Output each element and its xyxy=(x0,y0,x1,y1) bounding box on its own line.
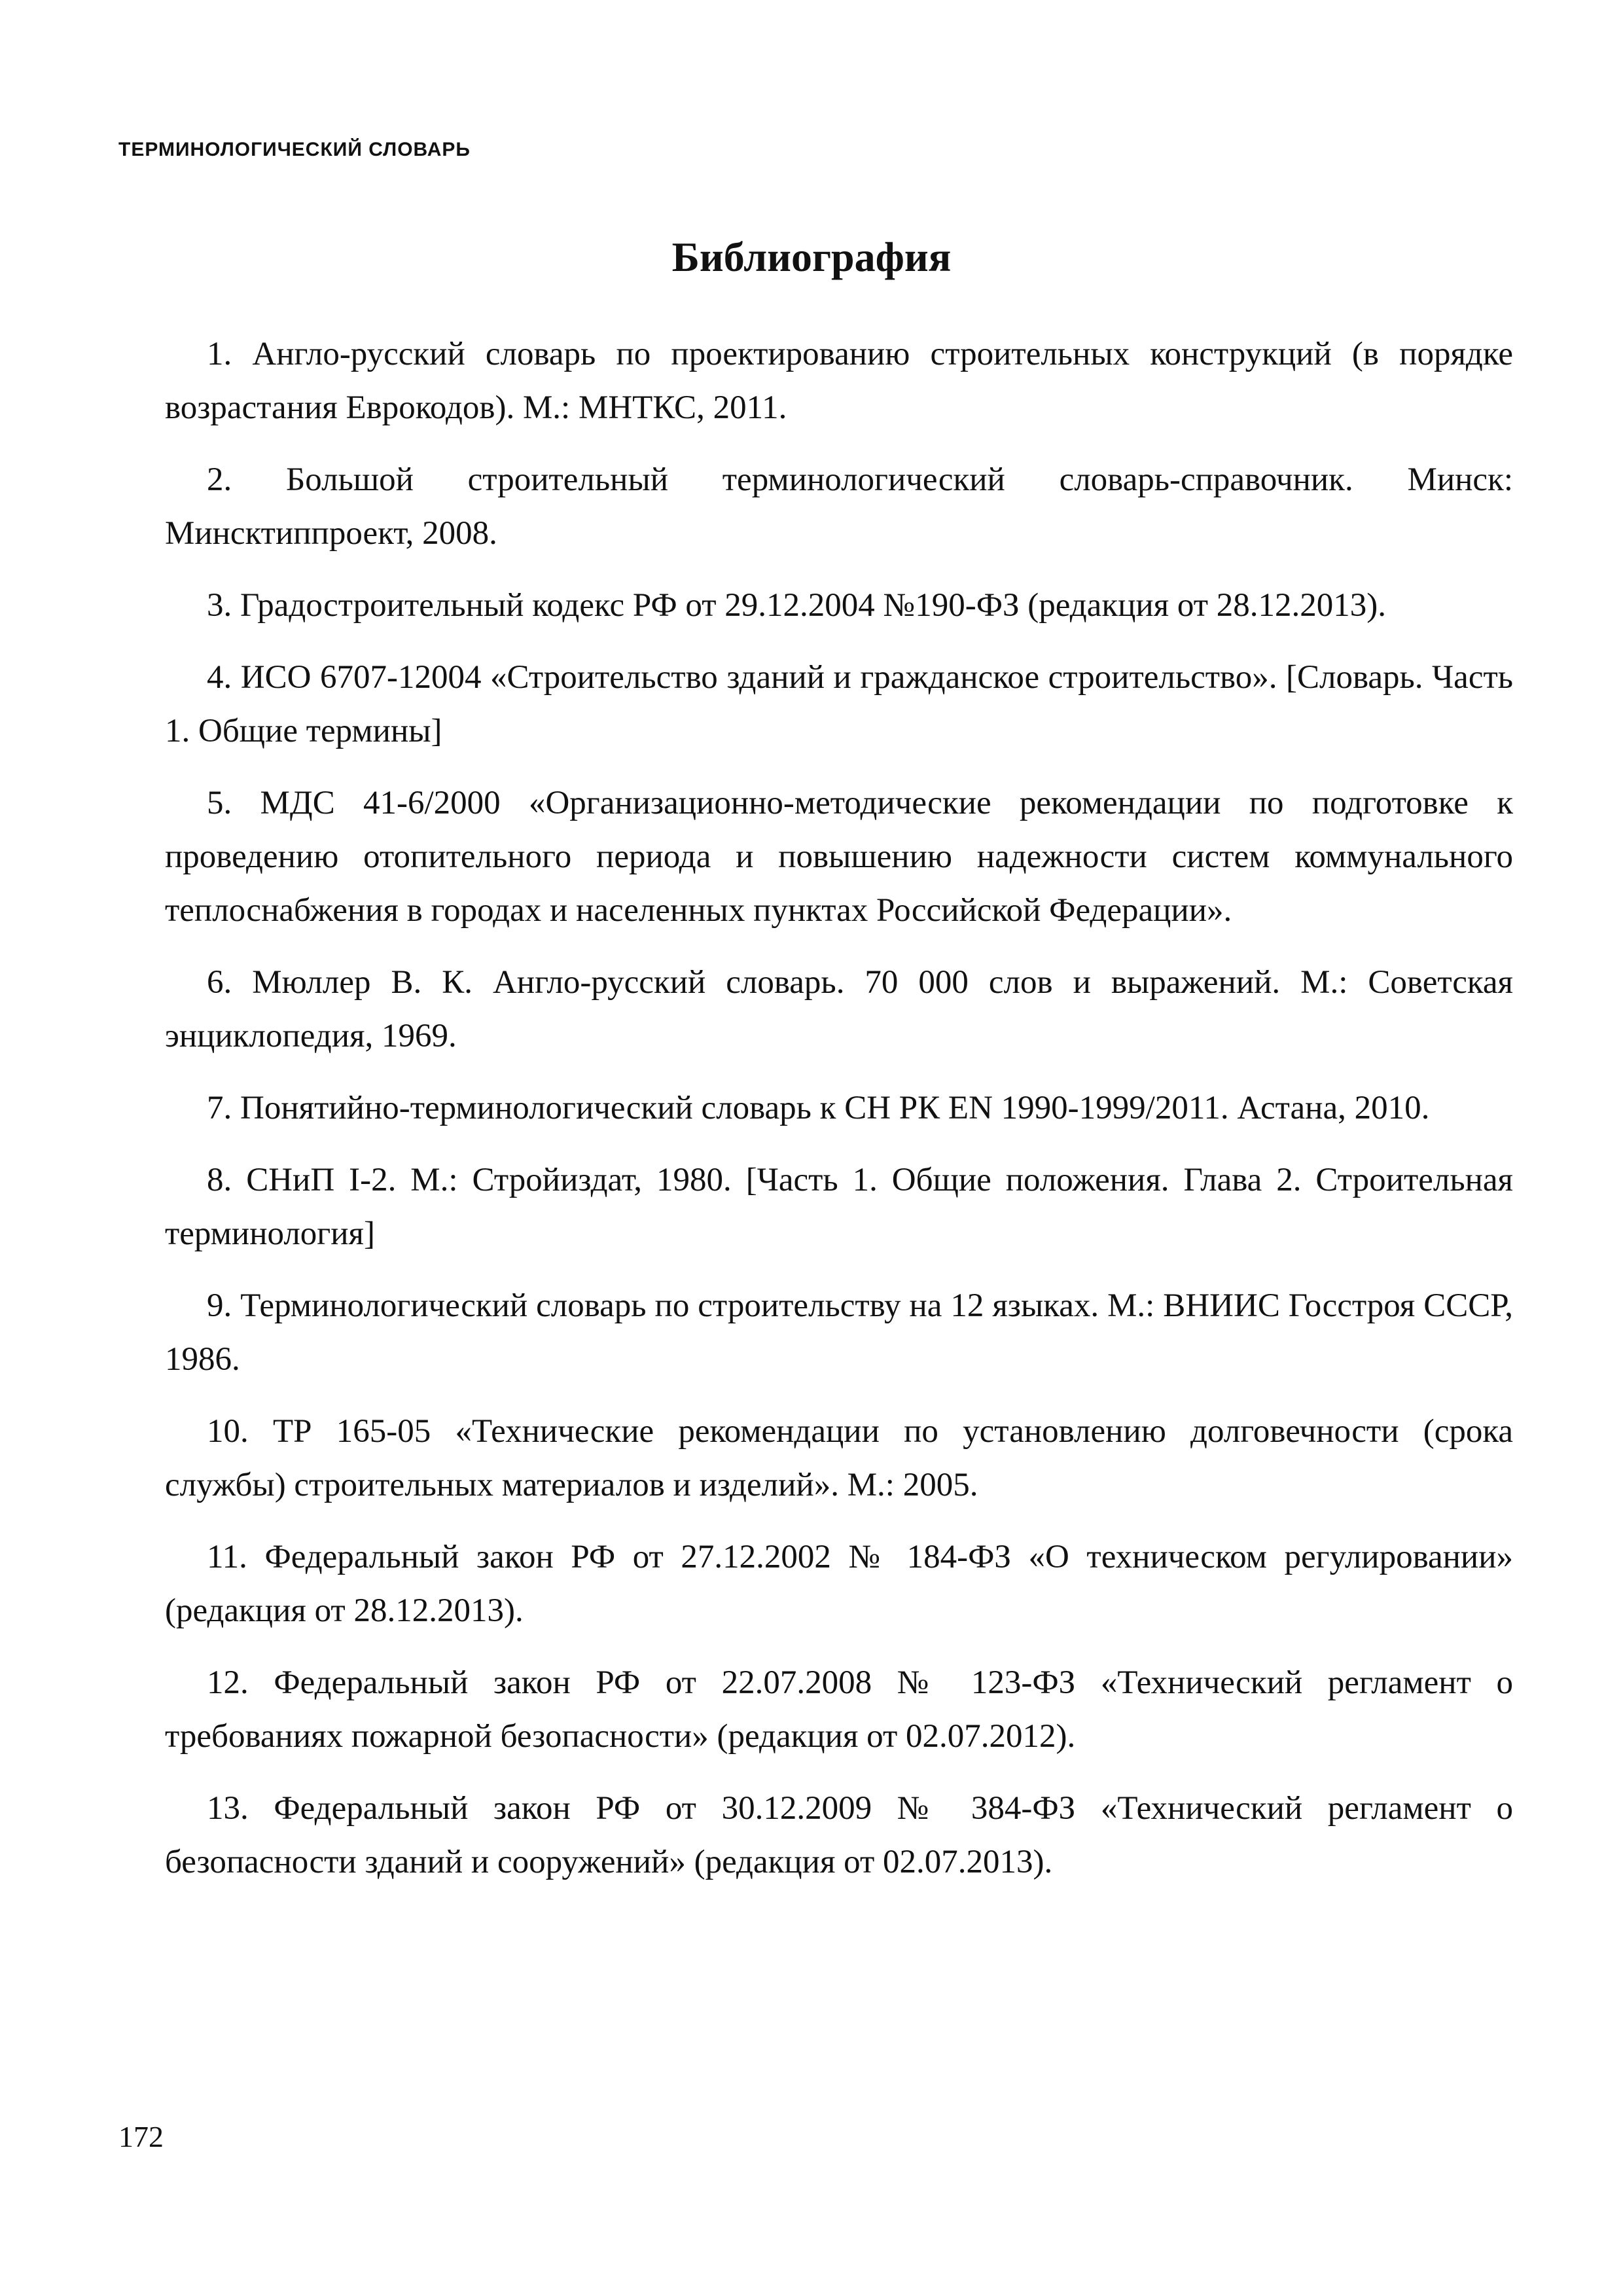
running-header: ТЕРМИНОЛОГИЧЕСКИЙ СЛОВАРЬ xyxy=(118,139,471,160)
bibliography-entry-5: 5. МДС 41-6/2000 «Организационно-методические рекомендации по подготовке к проведению отопительного периода и повышению надежности систем коммунального теплоснабжения в городах и населенных пунктах Российской Федерации». xyxy=(165,785,1513,929)
bibliography-entry-10: 10. ТР 165-05 «Технические рекомендации по установлению долговечности (срока службы) строительных материалов и изделий». М.: 2005. xyxy=(165,1413,1513,1503)
bibliography-entry-1: 1. Англо-русский словарь по проектированию строительных конструкций (в порядке возрастания Еврокодов). М.: МНТКС, 2011. xyxy=(165,336,1513,426)
bibliography-entry-8: 8. СНиП I-2. М.: Стройиздат, 1980. [Часть 1. Общие положения. Глава 2. Строительная терминология] xyxy=(165,1162,1513,1252)
bibliography-entry-7: 7. Понятийно-терминологический словарь к СН РК EN 1990-1999/2011. Астана, 2010. xyxy=(207,1090,1430,1126)
bibliography-entry-6: 6. Мюллер В. К. Англо-русский словарь. 70 000 слов и выражений. М.: Советская энциклопедия, 1969. xyxy=(165,964,1513,1054)
bibliography-entry-12: 12. Федеральный закон РФ от 22.07.2008 № 123-ФЗ «Технический регламент о требованиях пожарной безопасности» (редакция от 02.07.2012). xyxy=(165,1664,1513,1755)
bibliography-list xyxy=(165,327,1513,1907)
bibliography-entry-13: 13. Федеральный закон РФ от 30.12.2009 № 384-ФЗ «Технический регламент о безопасности зданий и сооружений» (редакция от 02.07.2013). xyxy=(165,1790,1513,1880)
bibliography-entry-11: 11. Федеральный закон РФ от 27.12.2002 № 184-ФЗ «О техническом регулировании» (редакция от 28.12.2013). xyxy=(165,1539,1513,1629)
bibliography-entry-9: 9. Терминологический словарь по строительству на 12 языках. М.: ВНИИС Госстроя СССР, 1986. xyxy=(165,1287,1513,1378)
bibliography-entry-4: 4. ИСО 6707-12004 «Строительство зданий и гражданское строительство». [Словарь. Часть 1. Общие термины] xyxy=(165,659,1513,749)
page-title: Библиография xyxy=(671,233,952,280)
page-number: 172 xyxy=(118,2120,164,2153)
bibliography-entry-3: 3. Градостроительный кодекс РФ от 29.12.2004 №190-ФЗ (редакция от 28.12.2013). xyxy=(207,587,1386,624)
bibliography-entry-2: 2. Большой строительный терминологический словарь-справочник. Минск: Минсктиппроект, 2008. xyxy=(165,461,1513,552)
